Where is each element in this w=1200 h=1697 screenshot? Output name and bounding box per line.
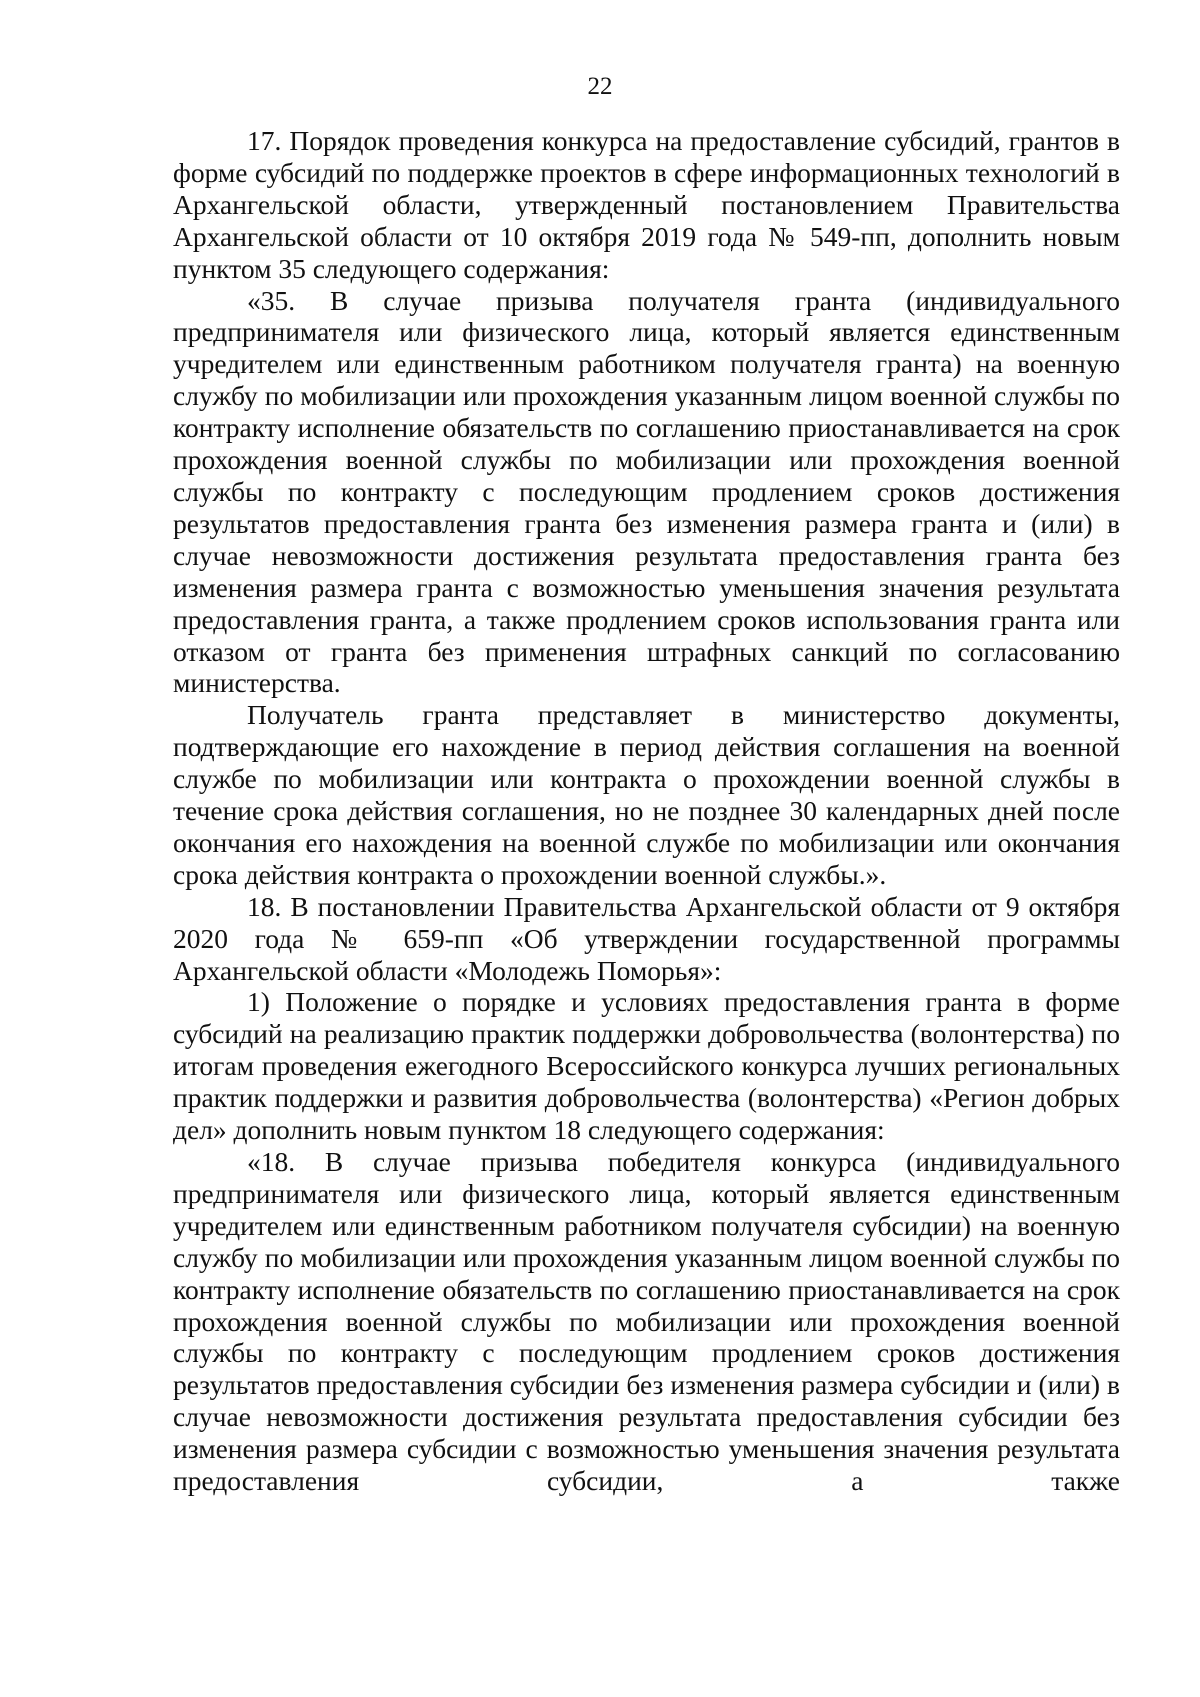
page-number: 22 bbox=[587, 73, 613, 100]
paragraph-item-35-quote: «35. В случае призыва получателя гранта (индивидуального предпринимателя или физического лица, который является единственным учредителем или единственным работником получателя гранта) на военную службу по мобилизации или прохождения указанным лицом военной службы по контракту исполнение обязательств по соглашению приостанавливается на срок прохождения военной службы по мобилизации или прохождения военной службы по контракту с последующим продлением сроков достижения результатов предоставления гранта без изменения размера гранта и (или) в случае невозможности достижения результата предоставления гранта без изменения размера гранта с возможностью уменьшения значения результата предоставления гранта, а также продлением сроков использования гранта или отказом от гранта без применения штрафных санкций по согласованию министерства. bbox=[173, 284, 1120, 699]
paragraph-item-18: 18. В постановлении Правительства Архангельской области от 9 октября 2020 года № 659-пп «Об утверждении государственной программы Архангельской области «Молодежь Поморья»: bbox=[173, 890, 1120, 986]
document-body bbox=[173, 125, 1120, 1497]
paragraph-item-17: 17. Порядок проведения конкурса на предоставление субсидий, грантов в форме субсидий по поддержке проектов в сфере информационных технологий в Архангельской области, утвержденный постановлением Правительства Архангельской области от 10 октября 2019 года № 549-пп, дополнить новым пунктом 35 следующего содержания: bbox=[173, 125, 1120, 284]
paragraph-item-18-quote: «18. В случае призыва победителя конкурса (индивидуального предпринимателя или физического лица, который является единственным учредителем или единственным работником получателя субсидии) на военную службу по мобилизации или прохождения указанным лицом военной службы по контракту исполнение обязательств по соглашению приостанавливается на срок прохождения военной службы по мобилизации или прохождения военной службы по контракту с последующим продлением сроков достижения результатов предоставления субсидии без изменения размера субсидии и (или) в случае невозможности достижения результата предоставления субсидии без изменения размера субсидии с возможностью уменьшения значения результата предоставления субсидии, а также bbox=[173, 1146, 1120, 1497]
paragraph-subitem-1: 1) Положение о порядке и условиях предоставления гранта в форме субсидий на реализацию практик поддержки добровольчества (волонтерства) по итогам проведения ежегодного Всероссийского конкурса лучших региональных практик поддержки и развития добровольчества (волонтерства) «Регион добрых дел» дополнить новым пунктом 18 следующего содержания: bbox=[173, 986, 1120, 1146]
paragraph-grant-recipient-documents: Получатель гранта представляет в министерство документы, подтверждающие его нахождение в период действия соглашения на военной службе по мобилизации или контракта о прохождении военной службы в течение срока действия соглашения, но не позднее 30 календарных дней после окончания его нахождения на военной службе по мобилизации или окончания срока действия контракта о прохождении военной службы.». bbox=[173, 699, 1120, 890]
